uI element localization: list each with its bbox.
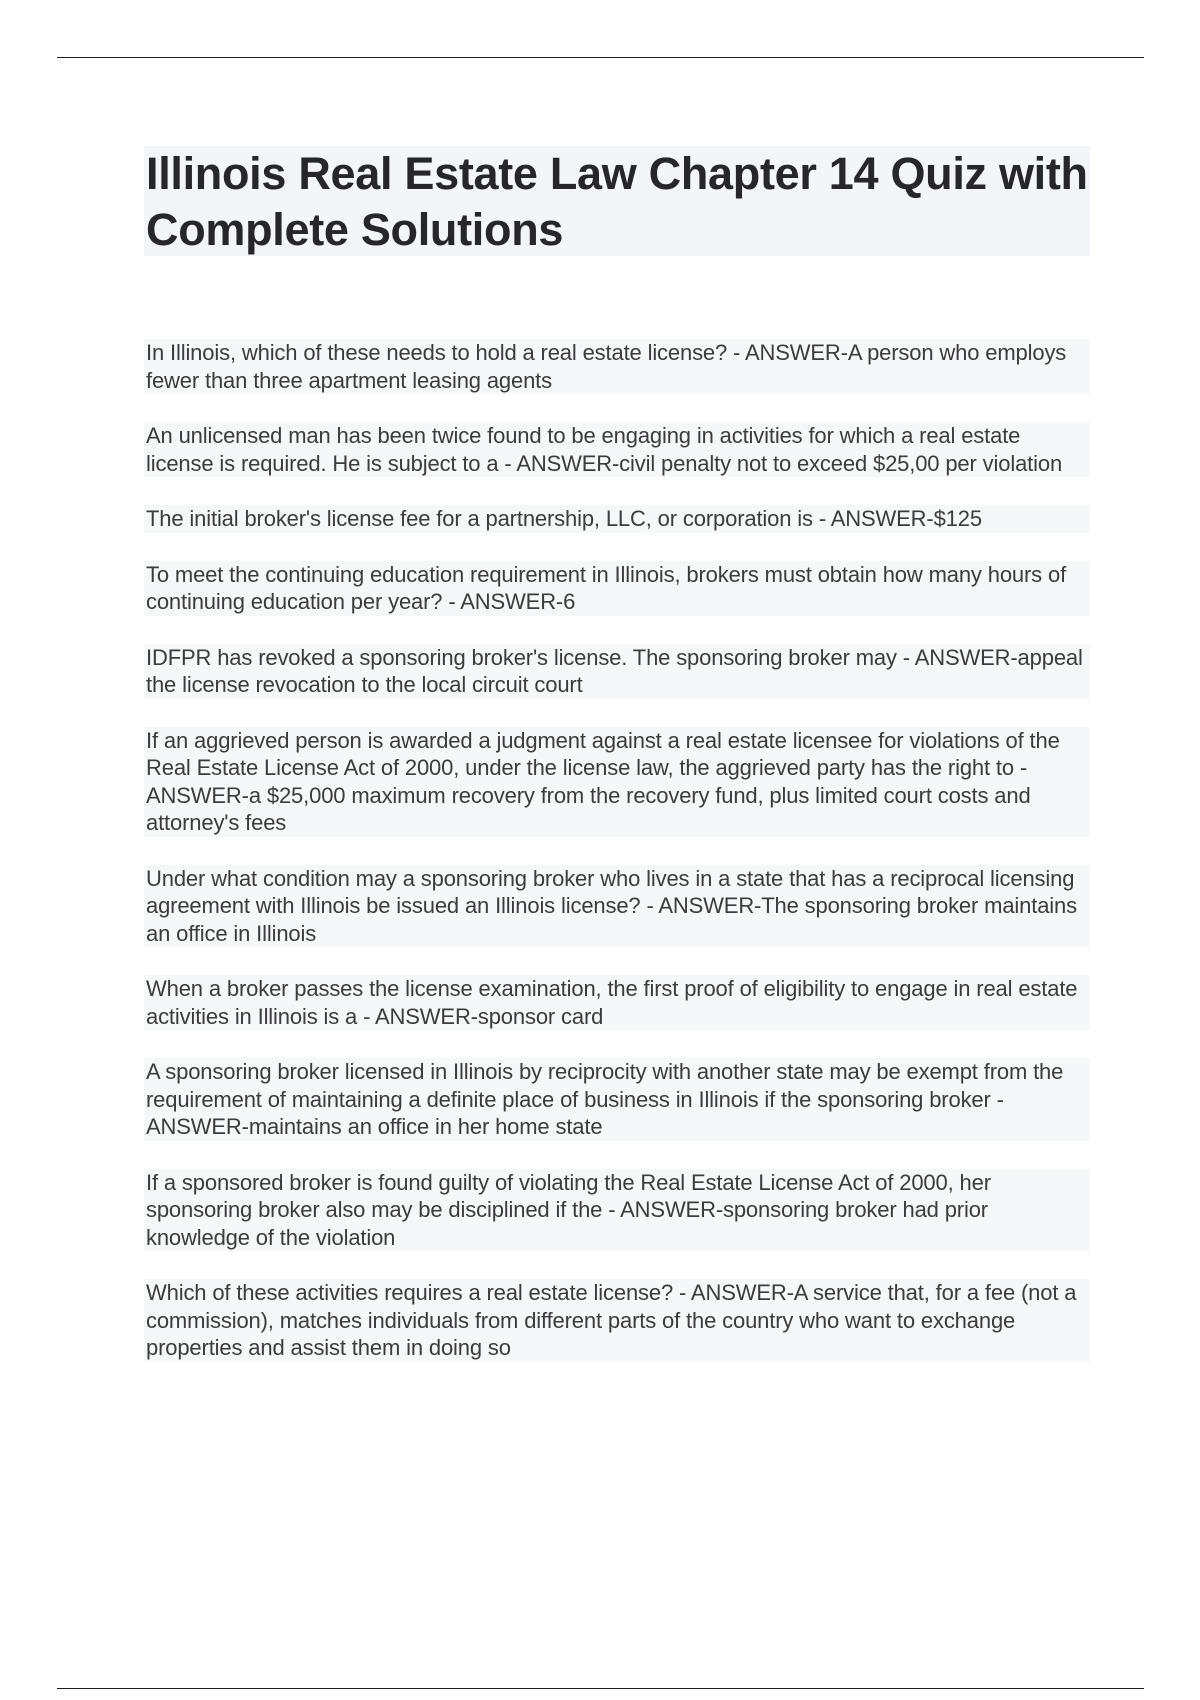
qa-item: If an aggrieved person is awarded a judgment against a real estate licensee for violations of the Real Estate License Act of 2000, under the license law, the aggrieved party has the right to - ANSWER-a $25,000 maximum recovery from the recovery fund, plus limited court costs and attorney's fees <box>144 727 1090 837</box>
qa-item: An unlicensed man has been twice found to be engaging in activities for which a real estate license is required. He is subject to a - ANSWER-civil penalty not to exceed $25,00 per violation <box>144 422 1090 477</box>
qa-list <box>144 339 1090 1390</box>
qa-item: If a sponsored broker is found guilty of violating the Real Estate License Act of 2000, her sponsoring broker also may be disciplined if the - ANSWER-sponsoring broker had prior knowledge of the violation <box>144 1169 1090 1252</box>
bottom-rule <box>57 1688 1144 1689</box>
qa-item: The initial broker's license fee for a partnership, LLC, or corporation is - ANSWER-$125 <box>144 505 1090 533</box>
qa-item: Under what condition may a sponsoring broker who lives in a state that has a reciprocal licensing agreement with Illinois be issued an Illinois license? - ANSWER-The sponsoring broker maintains an office in Illinois <box>144 865 1090 948</box>
qa-item: IDFPR has revoked a sponsoring broker's license. The sponsoring broker may - ANSWER-appeal the license revocation to the local circuit court <box>144 644 1090 699</box>
title-block <box>144 146 1090 256</box>
top-rule <box>57 57 1144 58</box>
qa-item: When a broker passes the license examination, the first proof of eligibility to engage in real estate activities in Illinois is a - ANSWER-sponsor card <box>144 975 1090 1030</box>
document-title: Illinois Real Estate Law Chapter 14 Quiz with Complete Solutions <box>146 148 1088 255</box>
qa-item: To meet the continuing education requirement in Illinois, brokers must obtain how many hours of continuing education per year? - ANSWER-6 <box>144 561 1090 616</box>
qa-item: A sponsoring broker licensed in Illinois by reciprocity with another state may be exempt from the requirement of maintaining a definite place of business in Illinois if the sponsoring broker - ANSWER-maintains an office in her home state <box>144 1058 1090 1141</box>
qa-item: In Illinois, which of these needs to hold a real estate license? - ANSWER-A person who employs fewer than three apartment leasing agents <box>144 339 1090 394</box>
qa-item: Which of these activities requires a real estate license? - ANSWER-A service that, for a fee (not a commission), matches individuals from different parts of the country who want to exchange properties and assist them in doing so <box>144 1279 1090 1362</box>
